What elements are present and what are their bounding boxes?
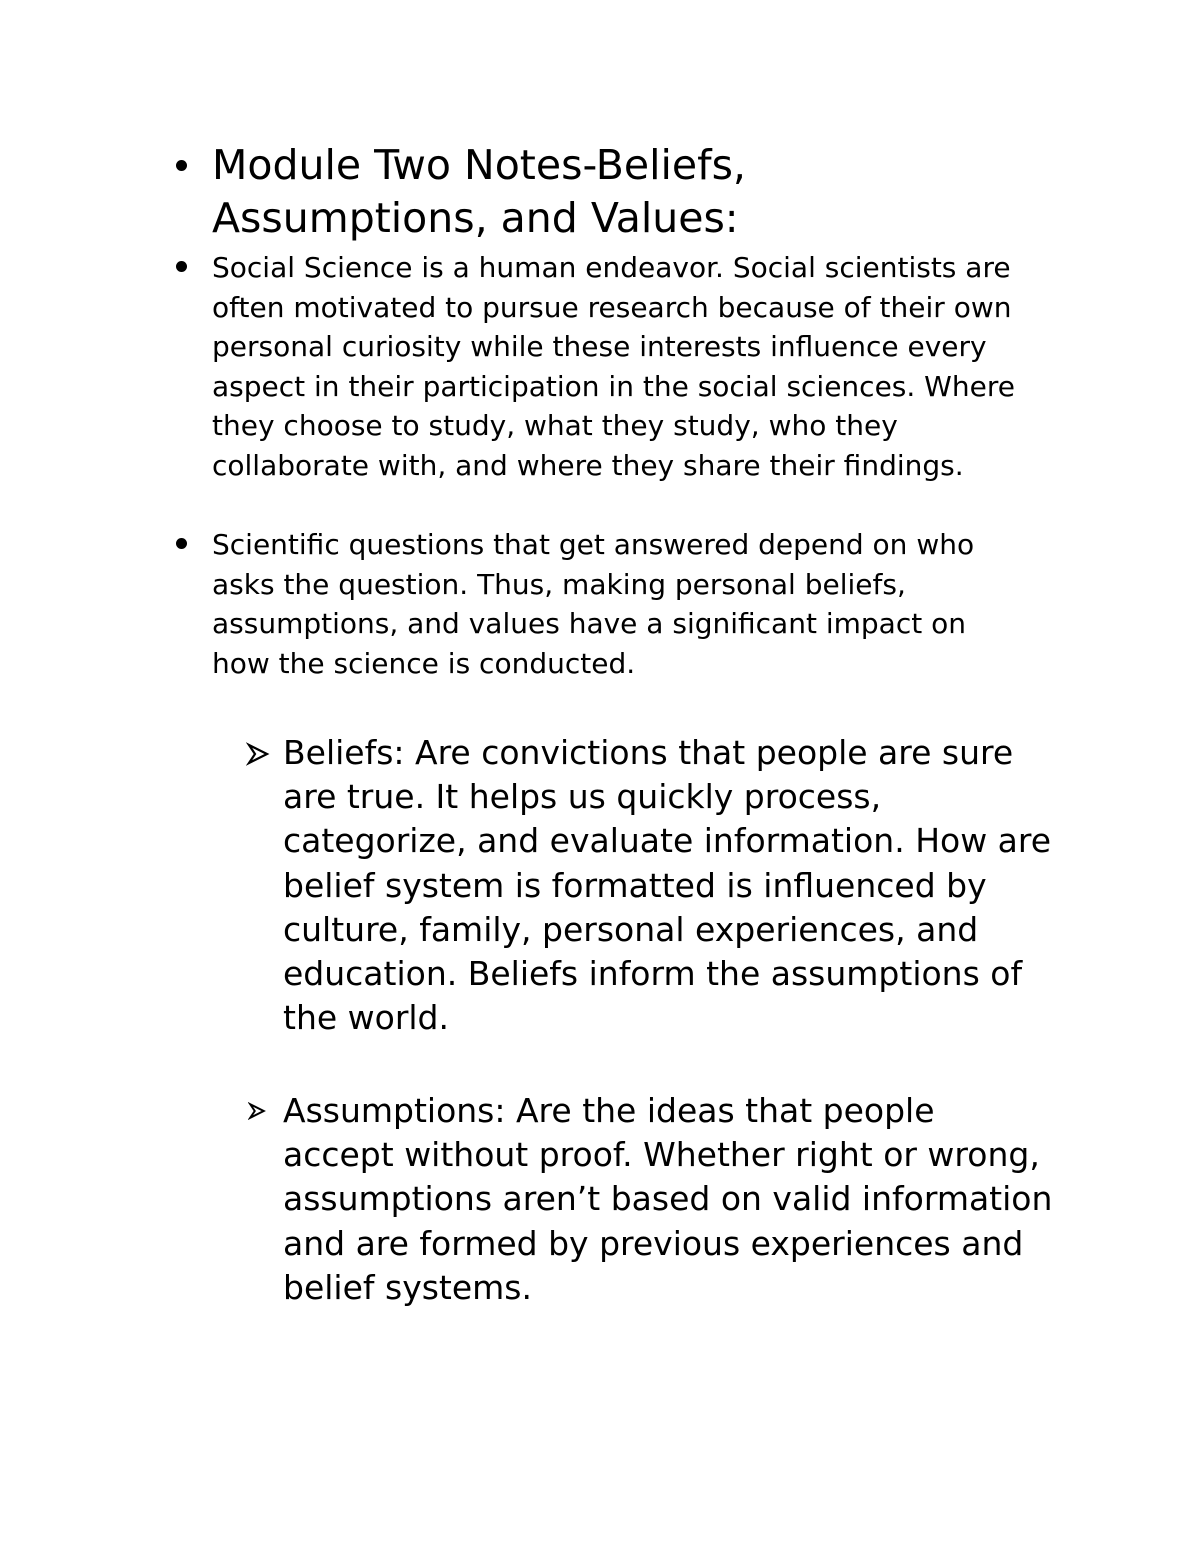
document-title: Module Two Notes-Beliefs, Assumptions, and Values: [212,141,746,242]
bullet-paragraph-1: Social Science is a human endeavor. Social scientists are often motivated to pursue research because of their own personal curiosity while these interests influence every aspect in their participation in the social sciences. Where they choose to study, what they study, who they collaborate with, and where they share their findings. [212,251,1015,482]
bullet-paragraph-2: Scientific questions that get answered depend on who asks the question. Thus, making personal beliefs, assumptions, and values have a significant impact on how the science is conducted. [212,528,975,680]
bullet-dot-icon [176,261,187,272]
bullet-dot-icon [176,538,187,549]
arrow-bullet-icon [248,1102,266,1120]
beliefs-paragraph: Beliefs: Are convictions that people are sure are true. It helps us quickly process, categorize, and evaluate information. How are belief system is formatted is influenced by culture, family, personal experiences, and education. Beliefs inform the assumptions of the world. [283,733,1052,1038]
bullet-dot-icon [176,160,187,171]
assumptions-paragraph: Assumptions: Are the ideas that people accept without proof. Whether right or wrong, assumptions aren’t based on valid information and are formed by previous experiences and belief systems. [283,1091,1053,1307]
arrow-bullet-icon [246,742,270,766]
